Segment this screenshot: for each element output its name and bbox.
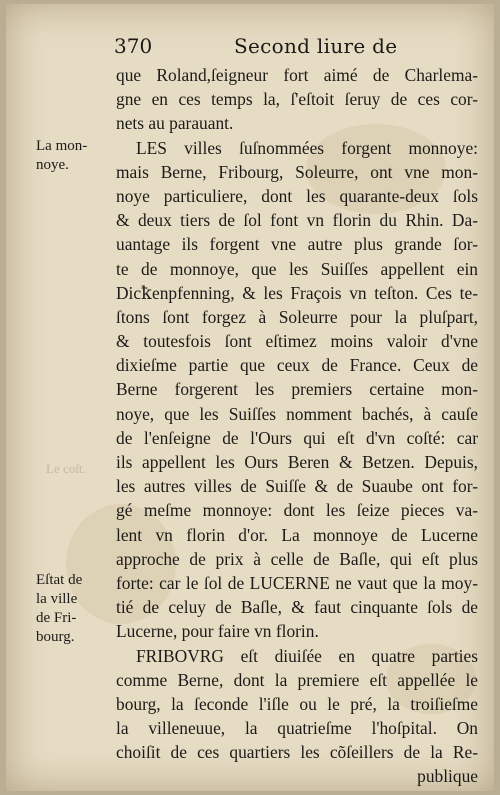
text-line: que Roland,ſeigneur fort aimé de Charlema- bbox=[116, 65, 478, 85]
text-line: Lucerne, pour faire vn florin. bbox=[116, 621, 319, 642]
text-line: la villeneuue, la quatrieſme l'hoſpital. On bbox=[116, 718, 478, 739]
text-line: LES villes ſuſnommées forgent monnoye: bbox=[136, 137, 478, 158]
running-title: Second liure de bbox=[234, 34, 398, 58]
text-line: choiſit de ces quartiers les cõſeillers de la Re- bbox=[116, 742, 478, 763]
margin-note-line: la ville bbox=[36, 591, 78, 607]
text-line: dixieſme partie que ceux de France. Ceux de bbox=[116, 355, 478, 376]
text-line: nets au parauant. bbox=[116, 113, 234, 134]
text-line: & deux tiers de ſol font vn florin du Rhin. Da- bbox=[116, 210, 478, 231]
text-line: ſtons ſont forgez à Soleurre pour la pluſpart, bbox=[116, 306, 478, 327]
show-through-note: Le coſt. bbox=[46, 461, 86, 476]
text-line: uantage ils forgent vne autre plus grande ſor- bbox=[116, 234, 478, 255]
text-line: bourg, la ſeconde l'iſle ou le pré, la troiſieſme bbox=[116, 693, 478, 714]
text-line: forte: car le ſol de LUCERNE ne vaut que la moy- bbox=[116, 572, 478, 593]
text-line: publique bbox=[417, 766, 478, 787]
body-text bbox=[116, 63, 478, 789]
margin-note-line: Eſtat de bbox=[36, 572, 83, 588]
text-line: tié de celuy de Baſle, & faut cinquante ſols de bbox=[116, 597, 478, 618]
text-line: gé meſme monnoye: dont les ſeize pieces va- bbox=[116, 500, 478, 521]
page-header bbox=[114, 34, 474, 60]
text-line: noye, que les Suiſſes nomment bachés, à cauſe bbox=[116, 403, 478, 424]
page-number: 370 bbox=[114, 34, 153, 58]
text-line: gne en ces temps la, ſ'eſtoit ſeruy de ces cor- bbox=[116, 89, 478, 110]
text-line: & toutesfois ſont eſtimez moins valoir d'vne bbox=[116, 331, 478, 352]
margin-note-line: noye. bbox=[36, 157, 69, 173]
text-line: de l'enſeigne de l'Ours qui eſt d'vn coſté: car bbox=[116, 427, 478, 448]
text-line: Berne forgerent les premiers certaine mon- bbox=[116, 379, 478, 400]
text-line: te de monnoye, que les Suiſſes appellent ein bbox=[116, 258, 478, 279]
margin-note-line: La mon- bbox=[36, 138, 88, 154]
text-line: mais Berne, Fribourg, Soleurre, ont vne mon- bbox=[116, 161, 478, 182]
book-page bbox=[6, 4, 494, 791]
margin-note-line: bourg. bbox=[36, 629, 75, 645]
margin-note-fribourg bbox=[36, 571, 106, 647]
text-line: les autres villes de Suiſſe & de Suaube ont for- bbox=[116, 476, 478, 497]
text-line: FRIBOVRG eſt diuiſée en quatre parties bbox=[136, 645, 478, 666]
margin-note-monnoye bbox=[36, 137, 106, 175]
text-line: comme Berne, dont la premiere eſt appellée le bbox=[116, 669, 478, 690]
text-line: Dicꝁenpfenning, & les Fraçois vn teſton. Ces te- bbox=[116, 282, 478, 303]
text-line: noye particuliere, dont les quarante-deux ſols bbox=[116, 185, 478, 206]
text-line: approche de prix à celle de Baſle, qui eſt plus bbox=[116, 548, 478, 569]
margin-note-line: de Fri- bbox=[36, 610, 77, 626]
text-line: lent vn florin d'or. La monnoye de Lucerne bbox=[116, 524, 478, 545]
text-line: ils appellent les Ours Beren & Betzen. Depuis, bbox=[116, 452, 478, 472]
